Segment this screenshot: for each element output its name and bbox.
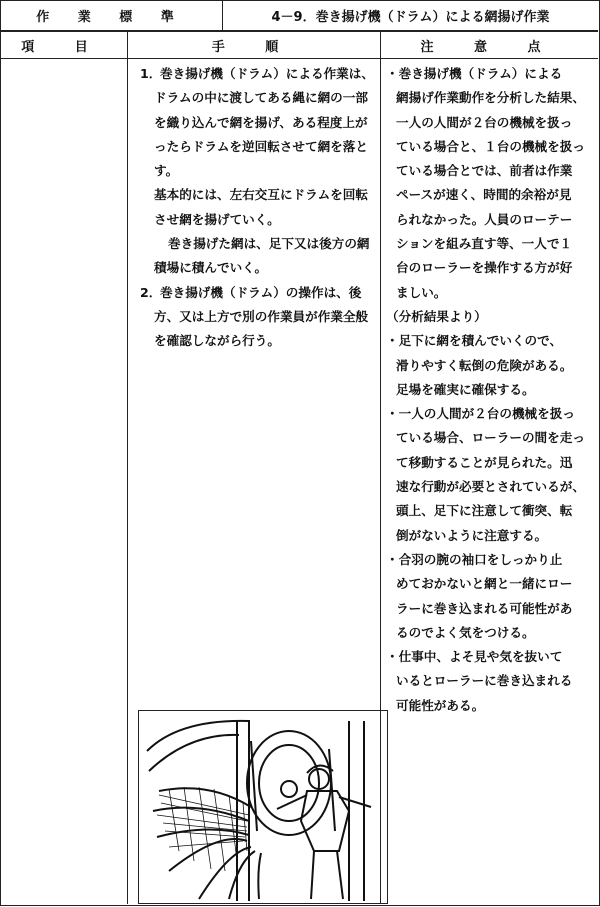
worker-at-drum-drawing — [139, 711, 387, 903]
note-line: 速な行動が必要とされているが、 — [396, 479, 585, 495]
step-1-line: を織り込んで網を揚げ、ある程度上が — [154, 114, 368, 130]
column-header-procedure: 手 順 — [128, 32, 381, 58]
note-line: ている場合とでは、前者は作業 — [396, 163, 573, 179]
note-line: いるとローラーに巻き込まれる — [396, 673, 573, 689]
note-line: ている場合と、１台の機械を扱っ — [396, 138, 585, 154]
title-row — [0, 0, 598, 32]
analysis-note: （分析結果より） — [386, 308, 487, 324]
step-1-number: 1． — [140, 66, 162, 81]
step-1-extra-line: 巻き揚げた網は、足下又は後方の網 — [168, 236, 370, 252]
step-1-extra-line: 積場に積んでいく。 — [154, 260, 268, 276]
step-2-line: 巻き揚げ機（ドラム）の操作は、後 — [160, 284, 362, 300]
step-1-line: 巻き揚げ機（ドラム）による作業は、 — [160, 66, 374, 81]
note-line: ラーに巻き込まれる可能性があ — [396, 600, 573, 616]
step-1 — [140, 62, 376, 86]
procedure-text — [140, 62, 376, 354]
note-line: ションを組み直す等、一人で１ — [396, 236, 573, 252]
note-line: 滑りやすく転倒の危険がある。 — [396, 357, 573, 373]
note-line: ・足下に網を積んでいくので、 — [386, 333, 563, 349]
note-line: ・一人の人間が２台の機械を扱っ — [386, 406, 575, 422]
note-line: ている場合、ローラーの間を走っ — [396, 430, 585, 446]
task-title: 4－9．巻き揚げ機（ドラム）による網揚げ作業 — [271, 9, 550, 25]
note-line: ・合羽の腕の袖口をしっかり止 — [386, 551, 563, 567]
step-2 — [140, 281, 376, 305]
note-line: られなかった。人員のローテー — [396, 211, 573, 227]
note-line: ましい。 — [396, 284, 447, 300]
note-line: 一人の人間が２台の機械を扱っ — [396, 114, 573, 130]
standard-label: 作 業 標 準 — [0, 0, 223, 30]
column-header-notes: 注 意 点 — [420, 39, 559, 55]
step-2-line: 方、又は上方で別の作業員が作業全般 — [154, 308, 369, 324]
note-line: 倒がないように注意する。 — [396, 527, 548, 543]
step-1-line: ったらドラムを逆回転させて網を落とす。 — [154, 138, 368, 179]
step-1-line: させ網を揚げていく。 — [154, 211, 280, 227]
step-1-line: 基本的には、左右交互にドラムを回転 — [154, 187, 368, 203]
note-line: るのでよく気をつける。 — [396, 624, 535, 640]
notes-text — [386, 62, 594, 718]
divider-item — [127, 58, 128, 904]
note-line: 台のローラーを操作する方が好 — [396, 260, 573, 276]
note-line: 可能性がある。 — [396, 697, 485, 713]
note-line: ・仕事中、よそ見や気を抜いて — [386, 649, 563, 665]
note-line: て移動することが見られた。迅 — [396, 454, 573, 470]
column-header-row — [0, 32, 598, 59]
note-line: 頭上、足下に注意して衝突、転 — [396, 503, 573, 519]
step-2-number: 2． — [140, 284, 162, 300]
step-2-line: を確認しながら行う。 — [154, 333, 280, 349]
note-line: めておかないと網と一緒にロー — [396, 576, 573, 592]
note-line: 足場を確実に確保する。 — [396, 381, 535, 397]
column-header-item: 項 目 — [0, 32, 128, 58]
step-1-line: ドラムの中に渡してある縄に網の一部 — [154, 90, 368, 106]
drum-winch-illustration — [138, 710, 388, 904]
note-line: ・巻き揚げ機（ドラム）による — [386, 66, 563, 81]
note-line: 網揚げ作業動作を分析した結果、 — [396, 90, 585, 106]
note-line: ペースが速く、時間的余裕が見 — [396, 187, 572, 203]
